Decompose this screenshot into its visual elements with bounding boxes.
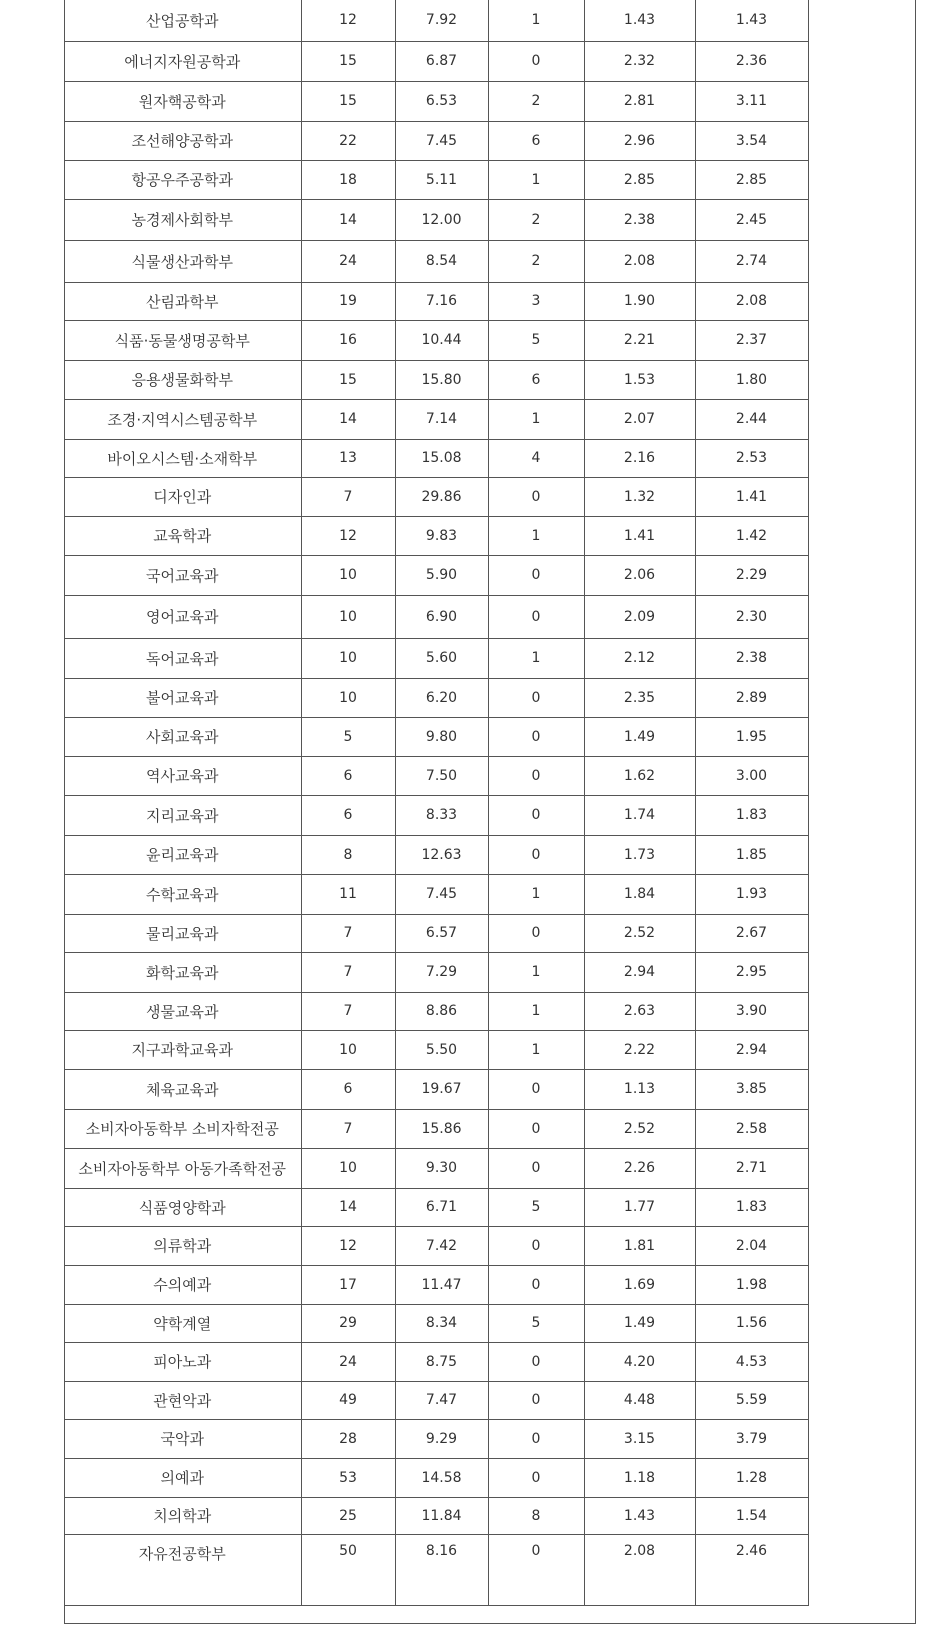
column-5-cell: 2.22 [584, 1030, 695, 1069]
column-5-cell: 2.81 [584, 81, 695, 121]
column-3-cell: 12.00 [395, 199, 488, 240]
table-row [64, 795, 808, 835]
column-5-cell: 1.53 [584, 360, 695, 399]
column-3-cell: 9.30 [395, 1148, 488, 1188]
column-6-cell: 4.53 [695, 1342, 808, 1381]
column-3-cell: 9.29 [395, 1419, 488, 1458]
column-2-cell: 10 [301, 595, 395, 638]
column-6-cell: 2.53 [695, 439, 808, 477]
column-5-cell: 2.26 [584, 1148, 695, 1188]
column-6-cell: 1.80 [695, 360, 808, 399]
column-3-cell: 6.57 [395, 914, 488, 952]
column-3-cell: 7.45 [395, 121, 488, 160]
column-3-cell: 7.92 [395, 0, 488, 41]
column-2-cell: 22 [301, 121, 395, 160]
column-4-cell: 0 [488, 1069, 584, 1109]
table-row [64, 992, 808, 1030]
column-2-cell: 8 [301, 835, 395, 874]
column-3-cell: 8.33 [395, 795, 488, 835]
column-2-cell: 7 [301, 1109, 395, 1148]
column-4-cell: 1 [488, 952, 584, 992]
column-2-cell: 15 [301, 360, 395, 399]
column-6-cell: 1.93 [695, 874, 808, 914]
column-3-cell: 10.44 [395, 320, 488, 360]
column-2-cell: 10 [301, 1030, 395, 1069]
table-row [64, 1419, 808, 1458]
column-5-cell: 2.85 [584, 160, 695, 199]
column-4-cell: 5 [488, 1188, 584, 1226]
department-name-cell: 소비자아동학부 소비자학전공 [64, 1109, 301, 1148]
department-name-cell: 농경제사회학부 [64, 199, 301, 240]
department-name-cell: 국어교육과 [64, 555, 301, 595]
department-name-cell: 피아노과 [64, 1342, 301, 1381]
column-4-cell: 0 [488, 1109, 584, 1148]
column-3-cell: 12.63 [395, 835, 488, 874]
column-4-cell: 5 [488, 1304, 584, 1342]
column-3-cell: 7.50 [395, 756, 488, 795]
column-3-cell: 7.47 [395, 1381, 488, 1419]
column-4-cell: 0 [488, 41, 584, 81]
column-6-cell: 1.43 [695, 0, 808, 41]
column-6-cell: 2.44 [695, 399, 808, 439]
department-name-cell: 항공우주공학과 [64, 160, 301, 199]
department-name-cell: 디자인과 [64, 477, 301, 516]
column-6-cell: 3.90 [695, 992, 808, 1030]
table-row [64, 1069, 808, 1109]
column-4-cell: 3 [488, 282, 584, 320]
table-row [64, 439, 808, 477]
column-6-cell: 2.08 [695, 282, 808, 320]
column-6-cell: 2.38 [695, 638, 808, 678]
column-6-cell: 1.83 [695, 795, 808, 835]
department-name-cell: 지리교육과 [64, 795, 301, 835]
column-6-cell: 2.71 [695, 1148, 808, 1188]
column-3-cell: 11.47 [395, 1265, 488, 1304]
column-6-cell: 2.36 [695, 41, 808, 81]
table-row [64, 121, 808, 160]
column-5-cell: 1.90 [584, 282, 695, 320]
column-5-cell: 1.74 [584, 795, 695, 835]
column-2-cell: 10 [301, 1148, 395, 1188]
department-name-cell: 영어교육과 [64, 595, 301, 638]
column-4-cell: 1 [488, 1030, 584, 1069]
column-2-cell: 10 [301, 678, 395, 717]
column-2-cell: 49 [301, 1381, 395, 1419]
column-2-cell: 12 [301, 516, 395, 555]
column-2-cell: 6 [301, 756, 395, 795]
column-2-cell: 12 [301, 1226, 395, 1265]
column-6-cell: 2.85 [695, 160, 808, 199]
column-3-cell: 8.54 [395, 240, 488, 282]
column-2-cell: 28 [301, 1419, 395, 1458]
column-4-cell: 0 [488, 678, 584, 717]
column-5-cell: 1.81 [584, 1226, 695, 1265]
table-row [64, 1188, 808, 1226]
column-4-cell: 0 [488, 795, 584, 835]
column-3-cell: 6.20 [395, 678, 488, 717]
column-6-cell: 2.04 [695, 1226, 808, 1265]
column-5-cell: 1.41 [584, 516, 695, 555]
department-name-cell: 생물교육과 [64, 992, 301, 1030]
column-2-cell: 12 [301, 0, 395, 41]
column-4-cell: 1 [488, 516, 584, 555]
table-row [64, 0, 808, 41]
column-5-cell: 2.52 [584, 1109, 695, 1148]
column-2-cell: 15 [301, 41, 395, 81]
column-5-cell: 3.15 [584, 1419, 695, 1458]
column-5-cell: 2.12 [584, 638, 695, 678]
table-row [64, 1381, 808, 1419]
column-5-cell: 2.08 [584, 240, 695, 282]
column-3-cell: 6.71 [395, 1188, 488, 1226]
column-2-cell: 5 [301, 717, 395, 756]
column-4-cell: 0 [488, 1419, 584, 1458]
table-row [64, 199, 808, 240]
column-6-cell: 3.54 [695, 121, 808, 160]
column-5-cell: 2.63 [584, 992, 695, 1030]
column-5-cell: 1.49 [584, 1304, 695, 1342]
column-3-cell: 9.80 [395, 717, 488, 756]
column-4-cell: 0 [488, 555, 584, 595]
column-3-cell: 7.16 [395, 282, 488, 320]
department-name-cell: 물리교육과 [64, 914, 301, 952]
column-5-cell: 1.73 [584, 835, 695, 874]
table-row [64, 1342, 808, 1381]
column-2-cell: 6 [301, 1069, 395, 1109]
department-name-cell: 화학교육과 [64, 952, 301, 992]
column-3-cell: 15.80 [395, 360, 488, 399]
department-name-cell: 약학계열 [64, 1304, 301, 1342]
column-5-cell: 1.43 [584, 0, 695, 41]
column-2-cell: 7 [301, 477, 395, 516]
department-name-cell: 윤리교육과 [64, 835, 301, 874]
column-2-cell: 14 [301, 399, 395, 439]
column-5-cell: 2.52 [584, 914, 695, 952]
department-name-cell: 국악과 [64, 1419, 301, 1458]
table-row [64, 1458, 808, 1497]
column-5-cell: 1.84 [584, 874, 695, 914]
department-name-cell: 교육학과 [64, 516, 301, 555]
column-5-cell: 2.96 [584, 121, 695, 160]
table-row [64, 41, 808, 81]
department-name-cell: 의류학과 [64, 1226, 301, 1265]
column-2-cell: 18 [301, 160, 395, 199]
column-4-cell: 0 [488, 914, 584, 952]
department-name-cell: 조선해양공학과 [64, 121, 301, 160]
column-5-cell: 4.48 [584, 1381, 695, 1419]
column-6-cell: 2.58 [695, 1109, 808, 1148]
department-name-cell: 치의학과 [64, 1497, 301, 1534]
column-5-cell: 2.08 [584, 1534, 695, 1605]
column-2-cell: 10 [301, 638, 395, 678]
table-row [64, 874, 808, 914]
column-6-cell: 3.00 [695, 756, 808, 795]
column-6-cell: 2.37 [695, 320, 808, 360]
column-6-cell: 1.85 [695, 835, 808, 874]
table-row [64, 282, 808, 320]
column-4-cell: 8 [488, 1497, 584, 1534]
column-5-cell: 2.06 [584, 555, 695, 595]
table-row [64, 160, 808, 199]
column-4-cell: 0 [488, 477, 584, 516]
department-name-cell: 역사교육과 [64, 756, 301, 795]
column-4-cell: 6 [488, 360, 584, 399]
column-5-cell: 1.18 [584, 1458, 695, 1497]
column-6-cell: 2.67 [695, 914, 808, 952]
column-4-cell: 1 [488, 160, 584, 199]
column-5-cell: 1.77 [584, 1188, 695, 1226]
column-6-cell: 2.94 [695, 1030, 808, 1069]
column-3-cell: 7.29 [395, 952, 488, 992]
table-row [64, 1304, 808, 1342]
column-4-cell: 0 [488, 1458, 584, 1497]
department-name-cell: 자유전공학부 [64, 1534, 301, 1605]
department-name-cell: 식물생산과학부 [64, 240, 301, 282]
column-3-cell: 15.08 [395, 439, 488, 477]
column-5-cell: 1.62 [584, 756, 695, 795]
column-6-cell: 1.98 [695, 1265, 808, 1304]
column-3-cell: 6.87 [395, 41, 488, 81]
department-name-cell: 수학교육과 [64, 874, 301, 914]
table-row [64, 1148, 808, 1188]
column-3-cell: 9.83 [395, 516, 488, 555]
column-2-cell: 7 [301, 952, 395, 992]
column-2-cell: 14 [301, 199, 395, 240]
column-4-cell: 0 [488, 1534, 584, 1605]
department-name-cell: 의예과 [64, 1458, 301, 1497]
department-name-cell: 지구과학교육과 [64, 1030, 301, 1069]
column-6-cell: 3.79 [695, 1419, 808, 1458]
column-4-cell: 6 [488, 121, 584, 160]
column-4-cell: 1 [488, 0, 584, 41]
column-5-cell: 2.09 [584, 595, 695, 638]
column-4-cell: 2 [488, 240, 584, 282]
column-5-cell: 2.38 [584, 199, 695, 240]
department-name-cell: 에너지자원공학과 [64, 41, 301, 81]
column-2-cell: 15 [301, 81, 395, 121]
column-5-cell: 2.07 [584, 399, 695, 439]
column-3-cell: 29.86 [395, 477, 488, 516]
department-name-cell: 식품·동물생명공학부 [64, 320, 301, 360]
table-row [64, 1534, 808, 1605]
column-5-cell: 1.43 [584, 1497, 695, 1534]
column-2-cell: 14 [301, 1188, 395, 1226]
column-5-cell: 1.13 [584, 1069, 695, 1109]
department-name-cell: 조경·지역시스템공학부 [64, 399, 301, 439]
department-name-cell: 불어교육과 [64, 678, 301, 717]
column-6-cell: 1.42 [695, 516, 808, 555]
column-6-cell: 2.30 [695, 595, 808, 638]
column-6-cell: 1.95 [695, 717, 808, 756]
column-3-cell: 7.14 [395, 399, 488, 439]
table-row [64, 835, 808, 874]
column-3-cell: 6.53 [395, 81, 488, 121]
column-4-cell: 5 [488, 320, 584, 360]
column-3-cell: 5.11 [395, 160, 488, 199]
column-3-cell: 8.34 [395, 1304, 488, 1342]
column-4-cell: 0 [488, 1381, 584, 1419]
column-4-cell: 0 [488, 717, 584, 756]
column-5-cell: 2.32 [584, 41, 695, 81]
column-6-cell: 2.95 [695, 952, 808, 992]
admission-results-table [64, 0, 809, 1606]
column-6-cell: 2.74 [695, 240, 808, 282]
column-4-cell: 0 [488, 835, 584, 874]
table-row [64, 399, 808, 439]
column-5-cell: 2.94 [584, 952, 695, 992]
column-4-cell: 1 [488, 638, 584, 678]
column-2-cell: 25 [301, 1497, 395, 1534]
department-name-cell: 산림과학부 [64, 282, 301, 320]
column-3-cell: 19.67 [395, 1069, 488, 1109]
department-name-cell: 소비자아동학부 아동가족학전공 [64, 1148, 301, 1188]
column-2-cell: 7 [301, 914, 395, 952]
column-6-cell: 1.83 [695, 1188, 808, 1226]
column-3-cell: 5.60 [395, 638, 488, 678]
department-name-cell: 원자핵공학과 [64, 81, 301, 121]
column-6-cell: 1.56 [695, 1304, 808, 1342]
department-name-cell: 사회교육과 [64, 717, 301, 756]
table-row [64, 1497, 808, 1534]
column-6-cell: 3.85 [695, 1069, 808, 1109]
table-row [64, 1265, 808, 1304]
column-5-cell: 1.49 [584, 717, 695, 756]
column-6-cell: 2.29 [695, 555, 808, 595]
department-name-cell: 식품영양학과 [64, 1188, 301, 1226]
column-5-cell: 1.32 [584, 477, 695, 516]
column-5-cell: 4.20 [584, 1342, 695, 1381]
column-3-cell: 8.16 [395, 1534, 488, 1605]
column-4-cell: 0 [488, 1342, 584, 1381]
table-row [64, 240, 808, 282]
department-name-cell: 체육교육과 [64, 1069, 301, 1109]
column-3-cell: 7.45 [395, 874, 488, 914]
column-2-cell: 17 [301, 1265, 395, 1304]
column-4-cell: 0 [488, 595, 584, 638]
column-4-cell: 0 [488, 1265, 584, 1304]
column-2-cell: 7 [301, 992, 395, 1030]
table-row [64, 477, 808, 516]
column-4-cell: 2 [488, 81, 584, 121]
table-row [64, 756, 808, 795]
column-4-cell: 0 [488, 1148, 584, 1188]
column-6-cell: 2.45 [695, 199, 808, 240]
column-4-cell: 4 [488, 439, 584, 477]
table-row [64, 678, 808, 717]
table-body [64, 0, 808, 1605]
column-2-cell: 10 [301, 555, 395, 595]
column-3-cell: 5.90 [395, 555, 488, 595]
column-2-cell: 50 [301, 1534, 395, 1605]
column-3-cell: 7.42 [395, 1226, 488, 1265]
column-3-cell: 14.58 [395, 1458, 488, 1497]
table-row [64, 1030, 808, 1069]
table-row [64, 952, 808, 992]
column-6-cell: 3.11 [695, 81, 808, 121]
table-row [64, 717, 808, 756]
table-row [64, 555, 808, 595]
column-2-cell: 16 [301, 320, 395, 360]
column-6-cell: 5.59 [695, 1381, 808, 1419]
column-2-cell: 11 [301, 874, 395, 914]
column-3-cell: 11.84 [395, 1497, 488, 1534]
department-name-cell: 바이오시스템·소재학부 [64, 439, 301, 477]
column-4-cell: 0 [488, 1226, 584, 1265]
table-row [64, 360, 808, 399]
column-3-cell: 8.75 [395, 1342, 488, 1381]
column-5-cell: 1.69 [584, 1265, 695, 1304]
column-2-cell: 24 [301, 240, 395, 282]
column-4-cell: 1 [488, 399, 584, 439]
column-5-cell: 2.16 [584, 439, 695, 477]
table-row [64, 595, 808, 638]
column-5-cell: 2.35 [584, 678, 695, 717]
column-5-cell: 2.21 [584, 320, 695, 360]
column-2-cell: 24 [301, 1342, 395, 1381]
table-row [64, 1109, 808, 1148]
table-row [64, 914, 808, 952]
column-6-cell: 1.28 [695, 1458, 808, 1497]
table-row [64, 516, 808, 555]
department-name-cell: 수의예과 [64, 1265, 301, 1304]
column-4-cell: 2 [488, 199, 584, 240]
column-3-cell: 15.86 [395, 1109, 488, 1148]
department-name-cell: 관현악과 [64, 1381, 301, 1419]
column-6-cell: 1.54 [695, 1497, 808, 1534]
column-2-cell: 53 [301, 1458, 395, 1497]
table-row [64, 320, 808, 360]
column-3-cell: 6.90 [395, 595, 488, 638]
table-row [64, 1226, 808, 1265]
column-2-cell: 29 [301, 1304, 395, 1342]
column-2-cell: 19 [301, 282, 395, 320]
column-2-cell: 13 [301, 439, 395, 477]
department-name-cell: 산업공학과 [64, 0, 301, 41]
column-6-cell: 1.41 [695, 477, 808, 516]
table-row [64, 638, 808, 678]
column-6-cell: 2.46 [695, 1534, 808, 1605]
column-4-cell: 0 [488, 756, 584, 795]
department-name-cell: 독어교육과 [64, 638, 301, 678]
column-6-cell: 2.89 [695, 678, 808, 717]
column-4-cell: 1 [488, 992, 584, 1030]
table-row [64, 81, 808, 121]
department-name-cell: 응용생물화학부 [64, 360, 301, 399]
column-2-cell: 6 [301, 795, 395, 835]
column-4-cell: 1 [488, 874, 584, 914]
column-3-cell: 5.50 [395, 1030, 488, 1069]
column-3-cell: 8.86 [395, 992, 488, 1030]
